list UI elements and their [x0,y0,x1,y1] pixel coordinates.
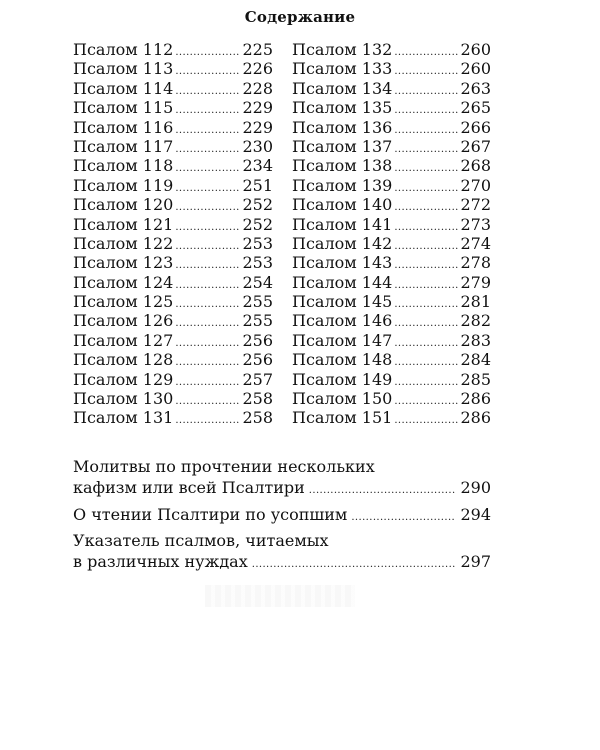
toc-entry-label: Псалом 128 [73,350,174,370]
toc-page-number: 263 [460,78,491,98]
leader-dots [394,397,458,407]
toc-entry-label: Псалом 119 [73,175,174,195]
toc-left-column [73,40,273,428]
toc-entry-row[interactable] [292,40,491,59]
toc-page-number: 258 [242,389,273,409]
leader-dots [175,106,240,116]
toc-page-number: 229 [242,98,273,118]
toc-page-number: 258 [242,408,273,428]
toc-page-number: 257 [242,369,273,389]
toc-entry-label: Псалом 124 [73,272,174,292]
toc-entry-row[interactable] [292,273,491,292]
toc-entry-row[interactable] [292,234,491,253]
toc-entry-row[interactable] [292,79,491,98]
toc-page-number: 256 [242,330,273,350]
toc-page-number: 253 [242,253,273,273]
toc-entry-reading-for-deceased[interactable] [73,504,491,525]
toc-entry-label: Псалом 132 [292,40,393,59]
toc-page-number: 270 [460,175,491,195]
toc-entry-row[interactable] [73,408,273,427]
leader-dots [175,145,240,155]
leader-dots [394,164,458,174]
toc-entry-label: Псалом 139 [292,175,393,195]
toc-entry-row[interactable] [73,40,273,59]
toc-page-number: 283 [460,330,491,350]
toc-entry-label: Псалом 147 [292,330,393,350]
toc-entry-row[interactable] [73,370,273,389]
toc-right-column [292,40,491,428]
toc-page-number: 252 [242,214,273,234]
leader-dots [351,513,456,523]
leader-dots [394,184,458,194]
leader-dots [394,242,458,252]
toc-page-number: 286 [460,389,491,409]
toc-entry-row[interactable] [292,350,491,369]
toc-entry-label: Псалом 145 [292,292,393,312]
leader-dots [175,358,240,368]
toc-entry-label: Псалом 126 [73,311,174,331]
leader-dots [394,145,458,155]
toc-page-number: 260 [460,59,491,79]
toc-page-number: 279 [460,272,491,292]
toc-entry-row[interactable] [73,234,273,253]
toc-entry-row[interactable] [292,389,491,408]
toc-page-number: 273 [460,214,491,234]
toc-page-number: 228 [242,78,273,98]
toc-page-number: 256 [242,350,273,370]
toc-page-number: 282 [460,311,491,331]
toc-entry-label: Псалом 116 [73,117,174,137]
toc-entry-row[interactable] [292,59,491,78]
toc-entry-label: Псалом 137 [292,136,393,156]
leader-dots [175,126,240,136]
toc-page-number: 284 [460,350,491,370]
toc-entry-row[interactable] [73,292,273,311]
toc-entry-row[interactable] [292,215,491,234]
toc-entry-label: Псалом 140 [292,195,393,215]
toc-page-number: 278 [460,253,491,273]
leader-dots [394,378,458,388]
toc-page-number: 252 [242,195,273,215]
toc-entry-row[interactable] [292,137,491,156]
toc-entry-label: Псалом 113 [73,59,174,79]
leader-dots [175,319,240,329]
toc-entry-label: Псалом 142 [292,233,393,253]
toc-entry-label: Псалом 150 [292,389,393,409]
toc-entry-label: Псалом 130 [73,389,174,409]
toc-page-number: 251 [242,175,273,195]
toc-page-number: 281 [460,292,491,312]
toc-entry-row[interactable] [73,195,273,214]
toc-entry-row[interactable] [73,389,273,408]
toc-page-number: 265 [460,98,491,118]
toc-entry-label: Псалом 118 [73,156,174,176]
leader-dots [175,378,240,388]
toc-page-number: 230 [242,136,273,156]
leader-dots [394,358,458,368]
leader-dots [394,261,458,271]
toc-entry-row[interactable] [73,118,273,137]
toc-page-number: 254 [242,272,273,292]
toc-page-number: 229 [242,117,273,137]
toc-entry-label: Псалом 115 [73,98,174,118]
leader-dots [394,319,458,329]
toc-entry-row[interactable] [73,311,273,330]
toc-entry-label: Псалом 141 [292,214,393,234]
toc-entry-label: Псалом 127 [73,330,174,350]
toc-page-number: 268 [460,156,491,176]
toc-entry-label: Псалом 112 [73,40,174,59]
toc-entry-label: Псалом 149 [292,369,393,389]
toc-page-number: 267 [460,136,491,156]
toc-entry-row[interactable] [292,156,491,175]
toc-entry-row[interactable] [73,176,273,195]
toc-entry-label: Псалом 114 [73,78,174,98]
page-title: Содержание [244,8,356,26]
toc-entry-label: Псалом 121 [73,214,174,234]
toc-entry-prayers[interactable] [73,456,491,498]
leader-dots [175,184,240,194]
toc-entry-label: Псалом 146 [292,311,393,331]
toc-entry-row[interactable] [73,137,273,156]
toc-entry-row[interactable] [292,98,491,117]
toc-page-number: 260 [460,40,491,59]
toc-entry-row[interactable] [73,156,273,175]
toc-page-number: 286 [460,408,491,428]
toc-page-number: 290 [460,478,491,497]
toc-entry-label: Псалом 125 [73,292,174,312]
leader-dots [394,300,458,310]
toc-entry-row[interactable] [292,408,491,427]
leader-dots [175,48,240,58]
leader-dots [175,300,240,310]
toc-entry-label: Псалом 151 [292,408,393,428]
toc-entry-label: Псалом 138 [292,156,393,176]
toc-page-number: 226 [242,59,273,79]
toc-page-number: 294 [460,505,491,524]
toc-entry-row[interactable] [292,331,491,350]
toc-entry-row[interactable] [73,215,273,234]
toc-page-number: 234 [242,156,273,176]
toc-entry-row[interactable] [292,311,491,330]
leader-dots [394,87,458,97]
leader-dots [175,281,240,291]
leader-dots [175,164,240,174]
toc-entry-label: Псалом 122 [73,233,174,253]
toc-page-number: 285 [460,369,491,389]
leader-dots [394,106,458,116]
leader-dots [175,203,240,213]
toc-entry-label: Псалом 131 [73,408,174,428]
toc-entry-row[interactable] [73,79,273,98]
toc-entry-label: Псалом 117 [73,136,174,156]
leader-dots [175,87,240,97]
toc-entry-label: Псалом 143 [292,253,393,273]
toc-entry-row[interactable] [292,292,491,311]
leader-dots [394,339,458,349]
toc-entry-line1: Молитвы по прочтении нескольких [73,457,375,476]
toc-page-number: 297 [460,552,491,571]
toc-page-number: 266 [460,117,491,137]
toc-entry-label: Псалом 144 [292,272,393,292]
toc-entry-row[interactable] [292,253,491,272]
bleed-through-smudge [205,585,355,607]
leader-dots [309,486,457,496]
toc-entry-row[interactable] [73,59,273,78]
leader-dots [394,281,458,291]
leader-dots [394,67,458,77]
leader-dots [175,416,240,426]
leader-dots [252,560,457,570]
toc-entry-row[interactable] [73,253,273,272]
leader-dots [394,126,458,136]
leader-dots [175,261,240,271]
leader-dots [175,339,240,349]
toc-entry-row[interactable] [292,176,491,195]
toc-page-number: 272 [460,195,491,215]
toc-entry-label: Псалом 129 [73,369,174,389]
toc-page-number: 225 [242,40,273,59]
toc-entry-label: Псалом 120 [73,195,174,215]
leader-dots [394,48,458,58]
toc-entry-label: Псалом 136 [292,117,393,137]
toc-entry-row[interactable] [292,118,491,137]
toc-page-number: 255 [242,311,273,331]
toc-entry-row[interactable] [73,350,273,369]
toc-entry-row[interactable] [73,273,273,292]
toc-entry-row[interactable] [73,98,273,117]
toc-page-number: 255 [242,292,273,312]
toc-entry-row[interactable] [73,331,273,350]
toc-entry-label: Псалом 133 [292,59,393,79]
leader-dots [175,242,240,252]
toc-entry-label: Псалом 134 [292,78,393,98]
toc-entry-line2: О чтении Псалтири по усопшим [73,505,348,524]
leader-dots [175,67,240,77]
leader-dots [394,223,458,233]
leader-dots [175,397,240,407]
toc-page-number: 274 [460,233,491,253]
leader-dots [175,223,240,233]
toc-entry-line2: в различных нуждах [73,552,248,571]
leader-dots [394,416,458,426]
toc-entry-row[interactable] [292,195,491,214]
toc-page-number: 253 [242,233,273,253]
toc-entry-label: Псалом 123 [73,253,174,273]
leader-dots [394,203,458,213]
toc-entry-row[interactable] [292,370,491,389]
toc-entry-line1: Указатель псалмов, читаемых [73,531,329,550]
toc-entry-label: Псалом 148 [292,350,393,370]
toc-entry-line2: кафизм или всей Псалтири [73,478,305,497]
toc-entry-psalm-index[interactable] [73,530,491,572]
toc-entry-label: Псалом 135 [292,98,393,118]
